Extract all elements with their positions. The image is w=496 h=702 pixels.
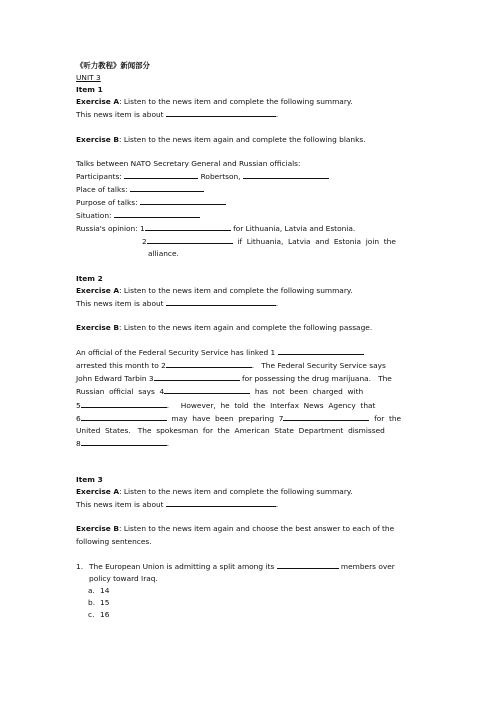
russia-1-suffix: for Lithuania, Latvia and Estonia. bbox=[230, 224, 356, 234]
summary-prefix: This news item is about bbox=[76, 110, 164, 120]
purpose-label: Purpose of talks: bbox=[76, 198, 138, 208]
russia-2-num: 2 bbox=[142, 237, 147, 247]
participants-blank-2[interactable] bbox=[243, 170, 329, 179]
exercise-a-text: : Listen to the news item and complete the following summary. bbox=[119, 97, 353, 107]
item1-exercise-a bbox=[76, 96, 422, 108]
purpose-row bbox=[76, 196, 422, 209]
item2-exercise-a bbox=[76, 285, 422, 297]
item2-exercise-b bbox=[76, 322, 422, 334]
passage-text: Russian official says 4 bbox=[76, 387, 165, 397]
passage-text: An official of the Federal Security Service has linked 1 bbox=[76, 348, 276, 358]
passage-blank-2[interactable] bbox=[166, 359, 252, 368]
passage-line-4 bbox=[76, 385, 422, 398]
summary-prefix: This news item is about bbox=[76, 500, 164, 510]
exercise-b-text: : Listen to the news item again and choose the best answer to each of the bbox=[119, 524, 395, 534]
talks-title: Talks between NATO Secretary General and Russian officials: bbox=[76, 158, 301, 168]
summary-suffix: . bbox=[275, 110, 279, 120]
unit-heading: UNIT 3 bbox=[76, 73, 101, 83]
passage-line-5 bbox=[76, 399, 422, 412]
item2-heading: Item 2 bbox=[76, 273, 103, 283]
question-1 bbox=[76, 560, 422, 573]
passage-text: John Edward Tarbin 3 bbox=[76, 374, 154, 384]
participants-row bbox=[76, 170, 422, 183]
passage-text: arrested this month to 2 bbox=[76, 361, 166, 371]
passage-text: . bbox=[166, 438, 170, 448]
item3-exercise-b bbox=[76, 523, 422, 535]
question-1-blank[interactable] bbox=[277, 560, 339, 569]
option-c[interactable] bbox=[76, 609, 422, 621]
summary-suffix: . bbox=[275, 298, 279, 308]
passage-text: for the bbox=[369, 413, 402, 423]
russia-opinion-2-cont: alliance. bbox=[148, 249, 179, 259]
option-label: b. bbox=[88, 598, 96, 608]
summary-prefix: This news item is about bbox=[76, 298, 164, 308]
russia-blank-1[interactable] bbox=[145, 222, 231, 231]
exercise-a-label: Exercise A bbox=[76, 285, 120, 295]
exercise-a-text: : Listen to the news item and complete the following summary. bbox=[119, 285, 353, 295]
passage-text: has not been charged with bbox=[250, 387, 364, 397]
question-text: members over bbox=[338, 561, 395, 571]
place-label: Place of talks: bbox=[76, 184, 128, 194]
item3-exercise-b-cont: following sentences. bbox=[76, 536, 152, 546]
situation-label: Situation: bbox=[76, 211, 112, 221]
option-value: 15 bbox=[100, 598, 110, 608]
exercise-a-text: : Listen to the news item and complete the following summary. bbox=[119, 487, 353, 497]
passage-line-2 bbox=[76, 359, 422, 372]
russia-2-suffix: if Lithuania, Latvia and Estonia join the bbox=[232, 237, 396, 247]
item3-summary bbox=[76, 498, 422, 511]
exercise-b-text: : Listen to the news item again and complete the following passage. bbox=[119, 322, 373, 332]
option-value: 16 bbox=[100, 610, 110, 620]
item3-exercise-a bbox=[76, 486, 422, 498]
exercise-b-label: Exercise B bbox=[76, 322, 120, 332]
participants-mid: Robertson, bbox=[198, 171, 241, 181]
exercise-a-label: Exercise A bbox=[76, 487, 120, 497]
passage-text: 6 bbox=[76, 413, 81, 423]
passage-line-3 bbox=[76, 372, 422, 385]
passage-blank-7[interactable] bbox=[283, 412, 369, 421]
participants-blank-1[interactable] bbox=[124, 170, 198, 179]
passage-line-8 bbox=[76, 437, 422, 450]
item2-summary bbox=[76, 297, 422, 310]
participants-label: Participants: bbox=[76, 171, 122, 181]
exercise-b-label: Exercise B bbox=[76, 134, 120, 144]
passage-blank-3[interactable] bbox=[154, 372, 240, 381]
option-value: 14 bbox=[100, 585, 110, 595]
passage-text: 5 bbox=[76, 400, 81, 410]
passage-line-6 bbox=[76, 412, 422, 425]
option-label: a. bbox=[88, 585, 95, 595]
item1-heading: Item 1 bbox=[76, 85, 103, 95]
passage-blank-1[interactable] bbox=[278, 346, 364, 355]
purpose-blank[interactable] bbox=[140, 196, 226, 205]
passage-text: . However, he told the Interfax News Agency that bbox=[166, 400, 376, 410]
exercise-a-label: Exercise A bbox=[76, 97, 120, 107]
item1-exercise-b bbox=[76, 134, 422, 146]
passage-text: . The Federal Security Service says bbox=[251, 361, 386, 371]
question-1-cont: policy toward Iraq. bbox=[89, 573, 158, 583]
passage-blank-8[interactable] bbox=[81, 437, 170, 448]
exercise-b-label: Exercise B bbox=[76, 524, 120, 534]
document-title: 《听力教程》新闻部分 bbox=[76, 61, 150, 70]
worksheet-page bbox=[76, 60, 422, 621]
summary-blank[interactable] bbox=[166, 297, 279, 308]
passage-text: for possessing the drug marijuana. The bbox=[239, 374, 392, 384]
situation-blank[interactable] bbox=[114, 209, 200, 218]
passage-blank-5[interactable] bbox=[81, 399, 167, 408]
place-row bbox=[76, 183, 422, 196]
passage-line-1 bbox=[76, 346, 422, 359]
summary-suffix: . bbox=[275, 500, 279, 510]
passage-text: 8 bbox=[76, 438, 81, 448]
option-b[interactable] bbox=[76, 597, 422, 609]
question-number: 1. bbox=[76, 561, 84, 571]
option-a[interactable] bbox=[76, 585, 422, 597]
item3-heading: Item 3 bbox=[76, 475, 103, 485]
russia-opinion-2 bbox=[76, 235, 422, 248]
passage-blank-4[interactable] bbox=[164, 385, 250, 394]
russia-label: Russia's opinion: 1 bbox=[76, 224, 145, 234]
option-label: c. bbox=[88, 610, 95, 620]
passage-blank-6[interactable] bbox=[81, 412, 167, 421]
place-blank[interactable] bbox=[130, 183, 204, 192]
passage-text: may have been preparing 7 bbox=[166, 413, 284, 423]
summary-blank[interactable] bbox=[166, 498, 279, 510]
russia-opinion-1 bbox=[76, 222, 422, 235]
russia-blank-2[interactable] bbox=[147, 235, 233, 244]
question-text: The European Union is admitting a split among its bbox=[89, 561, 275, 571]
summary-blank[interactable] bbox=[166, 108, 279, 120]
situation-row bbox=[76, 209, 422, 222]
item1-summary bbox=[76, 108, 422, 121]
exercise-b-text: : Listen to the news item again and complete the following blanks. bbox=[119, 134, 366, 144]
passage-line-7: United States. The spokesman for the American State Department dismissed bbox=[76, 425, 385, 435]
